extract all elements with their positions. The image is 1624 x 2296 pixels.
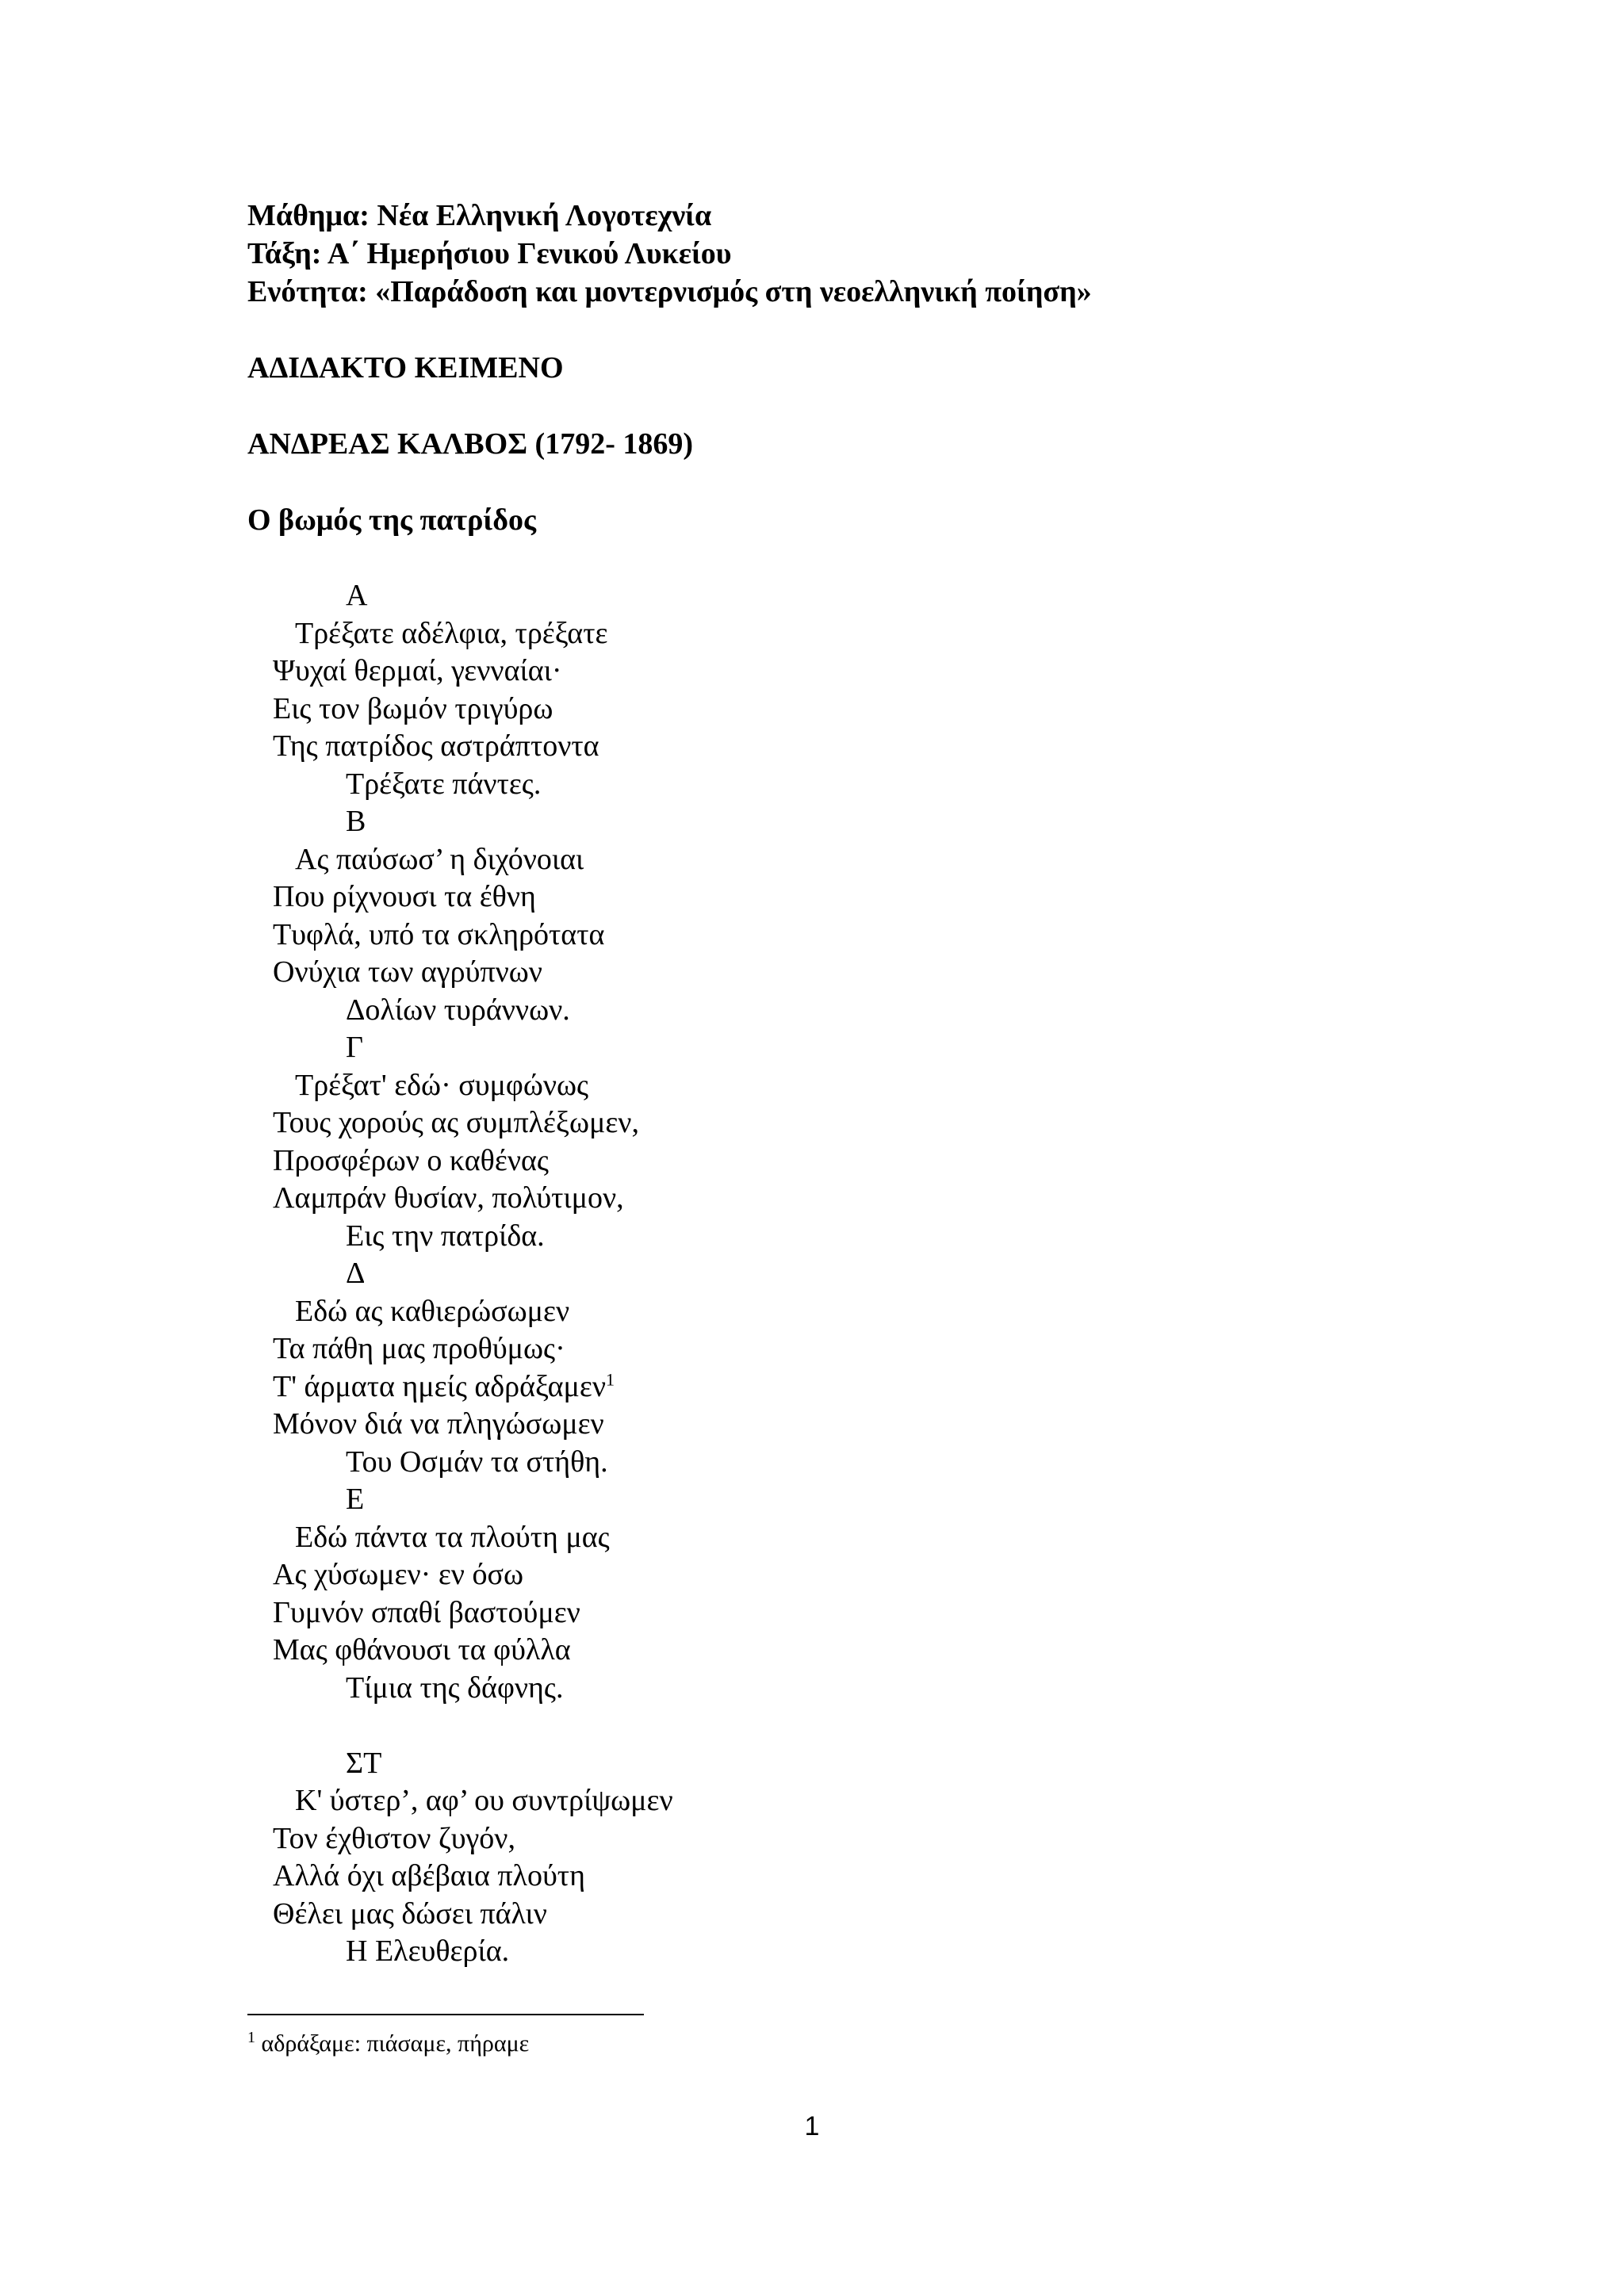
stanza xyxy=(0,1481,1624,1707)
poem-body xyxy=(0,577,1624,1971)
verse-line: Θέλει μας δώσει πάλιν xyxy=(273,1896,547,1931)
stanza xyxy=(0,803,1624,1029)
author-heading: ΑΝΔΡΕΑΣ ΚΑΛΒΟΣ (1792- 1869) xyxy=(247,427,694,461)
verse-line: Ονύχια των αγρύπνων xyxy=(273,955,542,989)
verse-line-with-footnote xyxy=(0,1368,1624,1406)
verse-line: Τα πάθη μας προθύμως· xyxy=(273,1332,565,1365)
verse-line: Μόνον διά να πληγώσωμεν xyxy=(273,1407,604,1441)
verse-line: Εδώ ας καθιερώσωμεν xyxy=(295,1294,570,1328)
document-header xyxy=(247,197,1092,311)
verse-line: Γυμνόν σπαθί βαστούμεν xyxy=(273,1595,580,1629)
footnote-marker: 1 xyxy=(247,2029,255,2046)
course-line: Μάθημα: Νέα Ελληνική Λογοτεχνία xyxy=(247,199,712,232)
stanza-spacer xyxy=(0,1707,1624,1745)
verse-line: Τίμια της δάφνης. xyxy=(346,1670,564,1705)
section-title: ΑΔΙΔΑΚΤΟ ΚΕΙΜΕΝΟ xyxy=(247,351,564,385)
verse-line: Τρέξατ' εδώ· συμφώνως xyxy=(295,1068,589,1102)
verse-line: Τυφλά, υπό τα σκληρότατα xyxy=(273,917,605,951)
verse-line: Αλλά όχι αβέβαια πλούτη xyxy=(273,1859,585,1892)
verse-line: Εις τον βωμόν τριγύρω xyxy=(273,691,553,725)
verse-line: Της πατρίδος αστράπτοντα xyxy=(273,729,599,763)
verse-text: Τ' άρματα ημείς αδράξαμεν xyxy=(273,1369,607,1403)
verse-line: Κ' ύστερ’, αφ’ ου συντρίψωμεν xyxy=(295,1784,673,1817)
stanza xyxy=(0,1745,1624,1971)
poem-title: Ο βωμός της πατρίδος xyxy=(247,503,536,537)
verse-line: Η Ελευθερία. xyxy=(346,1934,510,1968)
stanza xyxy=(0,1029,1624,1255)
stanza xyxy=(0,577,1624,803)
verse-line: Τον έχθιστον ζυγόν, xyxy=(273,1821,515,1855)
verse-line: Που ρίχνουσι τα έθνη xyxy=(273,880,536,913)
verse-line: Εδώ πάντα τα πλούτη μας xyxy=(295,1520,610,1554)
verse-line: Του Οσμάν τα στήθη. xyxy=(346,1445,608,1479)
footnote-separator xyxy=(247,2014,644,2015)
verse-line: Ας παύσωσ’ η διχόνοιαι xyxy=(295,842,584,876)
verse-line: Μας φθάνουσι τα φύλλα xyxy=(273,1633,571,1667)
verse-line: Τρέξατε αδέλφια, τρέξατε xyxy=(295,616,608,650)
page-number: 1 xyxy=(804,2111,820,2141)
verse-line: Τρέξατε πάντες. xyxy=(346,767,542,801)
stanza-label: Δ xyxy=(346,1257,366,1290)
footnote-text: αδράξαμε: πιάσαμε, πήραμε xyxy=(261,2030,530,2057)
verse-line: Τους χορούς ας συμπλέξωμεν, xyxy=(273,1106,639,1139)
unit-line: Ενότητα: «Παράδοση και μοντερνισμός στη νεοελληνική ποίηση» xyxy=(247,275,1092,308)
footnote-reference: 1 xyxy=(606,1368,615,1389)
verse-line: Προσφέρων ο καθένας xyxy=(273,1143,549,1177)
verse-line: Ας χύσωμεν· εν όσω xyxy=(273,1558,523,1591)
verse-line: Δολίων τυράννων. xyxy=(346,993,570,1027)
grade-line: Τάξη: Α΄ Ημερήσιου Γενικού Λυκείου xyxy=(247,237,732,270)
footnote xyxy=(247,2028,529,2060)
stanza-label: Β xyxy=(346,805,366,838)
stanza-label: ΣΤ xyxy=(346,1746,382,1780)
stanza-label: Γ xyxy=(346,1031,363,1064)
verse-line: Λαμπράν θυσίαν, πολύτιμον, xyxy=(273,1181,624,1215)
verse-line: Εις την πατρίδα. xyxy=(346,1219,545,1253)
stanza-label: Α xyxy=(346,579,368,612)
verse-line: Ψυχαί θερμαί, γενναίαι· xyxy=(273,654,562,687)
stanza-label: Ε xyxy=(346,1483,365,1516)
stanza xyxy=(0,1255,1624,1481)
